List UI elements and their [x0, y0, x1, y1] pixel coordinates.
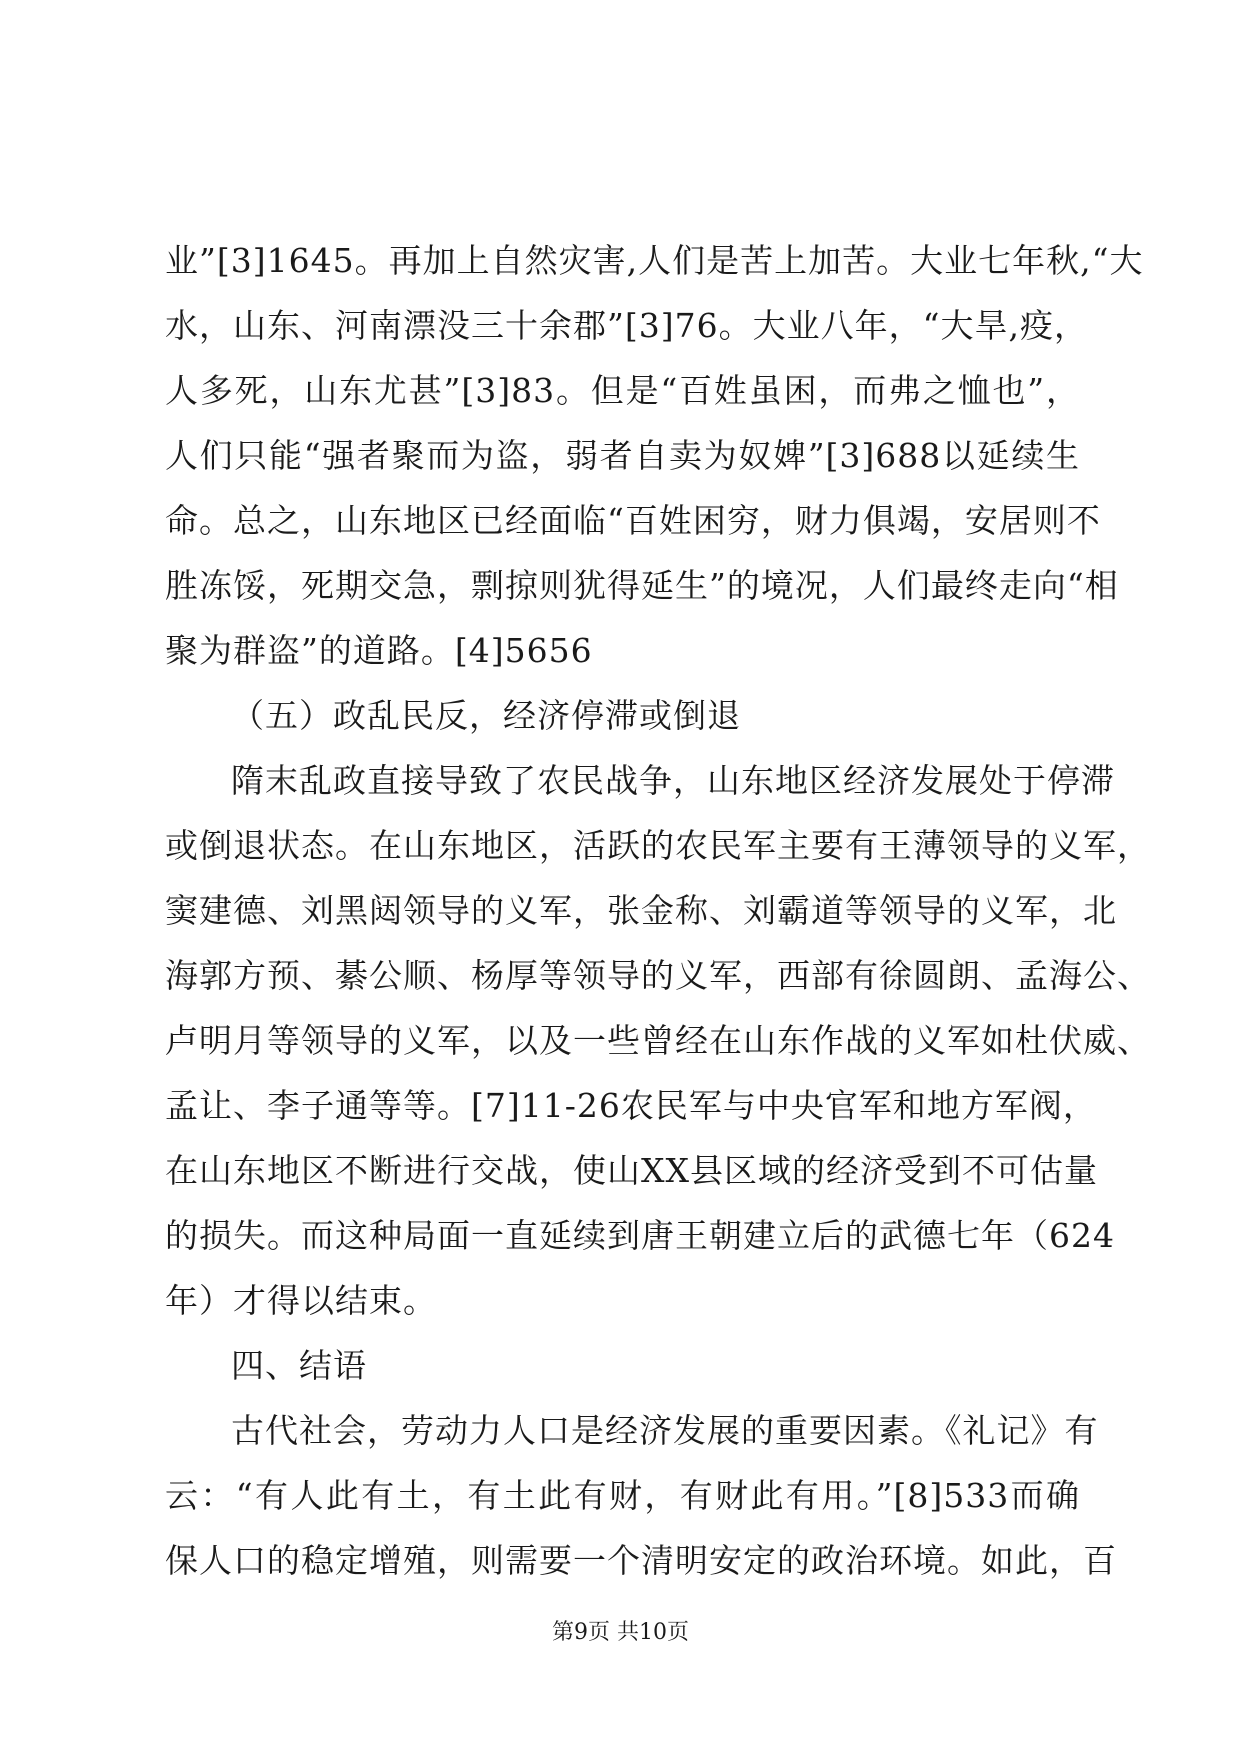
- text-line: 人多死，山东尤甚”[3]83。但是“百姓虽困，而弗之恤也”，: [165, 371, 1080, 410]
- text-line: 命。总之，山东地区已经面临“百姓困穷，财力俱竭，安居则不: [165, 501, 1101, 540]
- section-heading: （五）政乱民反，经济停滞或倒退: [231, 696, 741, 735]
- text-line: 的损失。而这种局面一直延续到唐王朝建立后的武德七年（624: [165, 1216, 1115, 1255]
- text-line: 人们只能“强者聚而为盗，弱者自卖为奴婢”[3]688以延续生: [165, 436, 1080, 475]
- document-body: [165, 228, 1151, 1593]
- text-line: 业”[3]1645。再加上自然灾害,人们是苦上加苦。大业七年秋,“大: [165, 241, 1144, 280]
- text-line: 卢明月等领导的义军，以及一些曾经在山东作战的义军如杜伏威、: [165, 1021, 1151, 1060]
- paragraph-first-line: 隋末乱政直接导致了农民战争，山东地区经济发展处于停滞: [231, 761, 1115, 800]
- text-line: 在山东地区不断进行交战，使山XX县区域的经济受到不可估量: [165, 1151, 1098, 1190]
- paragraph-first-line: 古代社会，劳动力人口是经济发展的重要因素。《礼记》有: [231, 1411, 1099, 1450]
- text-line: 云：“有人此有土，有土此有财，有财此有用。”[8]533而确: [165, 1476, 1080, 1515]
- text-line: 或倒退状态。在山东地区，活跃的农民军主要有王薄领导的义军，: [165, 826, 1151, 865]
- text-line: 年）才得以结束。: [165, 1281, 437, 1320]
- text-line: 窦建德、刘黑闼领导的义军，张金称、刘霸道等领导的义军，北: [165, 891, 1117, 930]
- page-footer: 第9页 共10页: [552, 1620, 689, 1645]
- text-line: 海郭方预、綦公顺、杨厚等领导的义军，西部有徐圆朗、孟海公、: [165, 956, 1151, 995]
- text-line: 孟让、李子通等等。[7]11-26农民军与中央官军和地方军阀，: [165, 1086, 1097, 1125]
- section-heading: 四、结语: [231, 1346, 367, 1385]
- text-line: 胜冻馁，死期交急，剽掠则犹得延生”的境况，人们最终走向“相: [165, 566, 1119, 605]
- text-line: 水，山东、河南漂没三十余郡”[3]76。大业八年，“大旱,疫，: [165, 306, 1088, 345]
- text-line: 保人口的稳定增殖，则需要一个清明安定的政治环境。如此，百: [165, 1541, 1117, 1580]
- text-line: 聚为群盗”的道路。[4]5656: [165, 631, 593, 670]
